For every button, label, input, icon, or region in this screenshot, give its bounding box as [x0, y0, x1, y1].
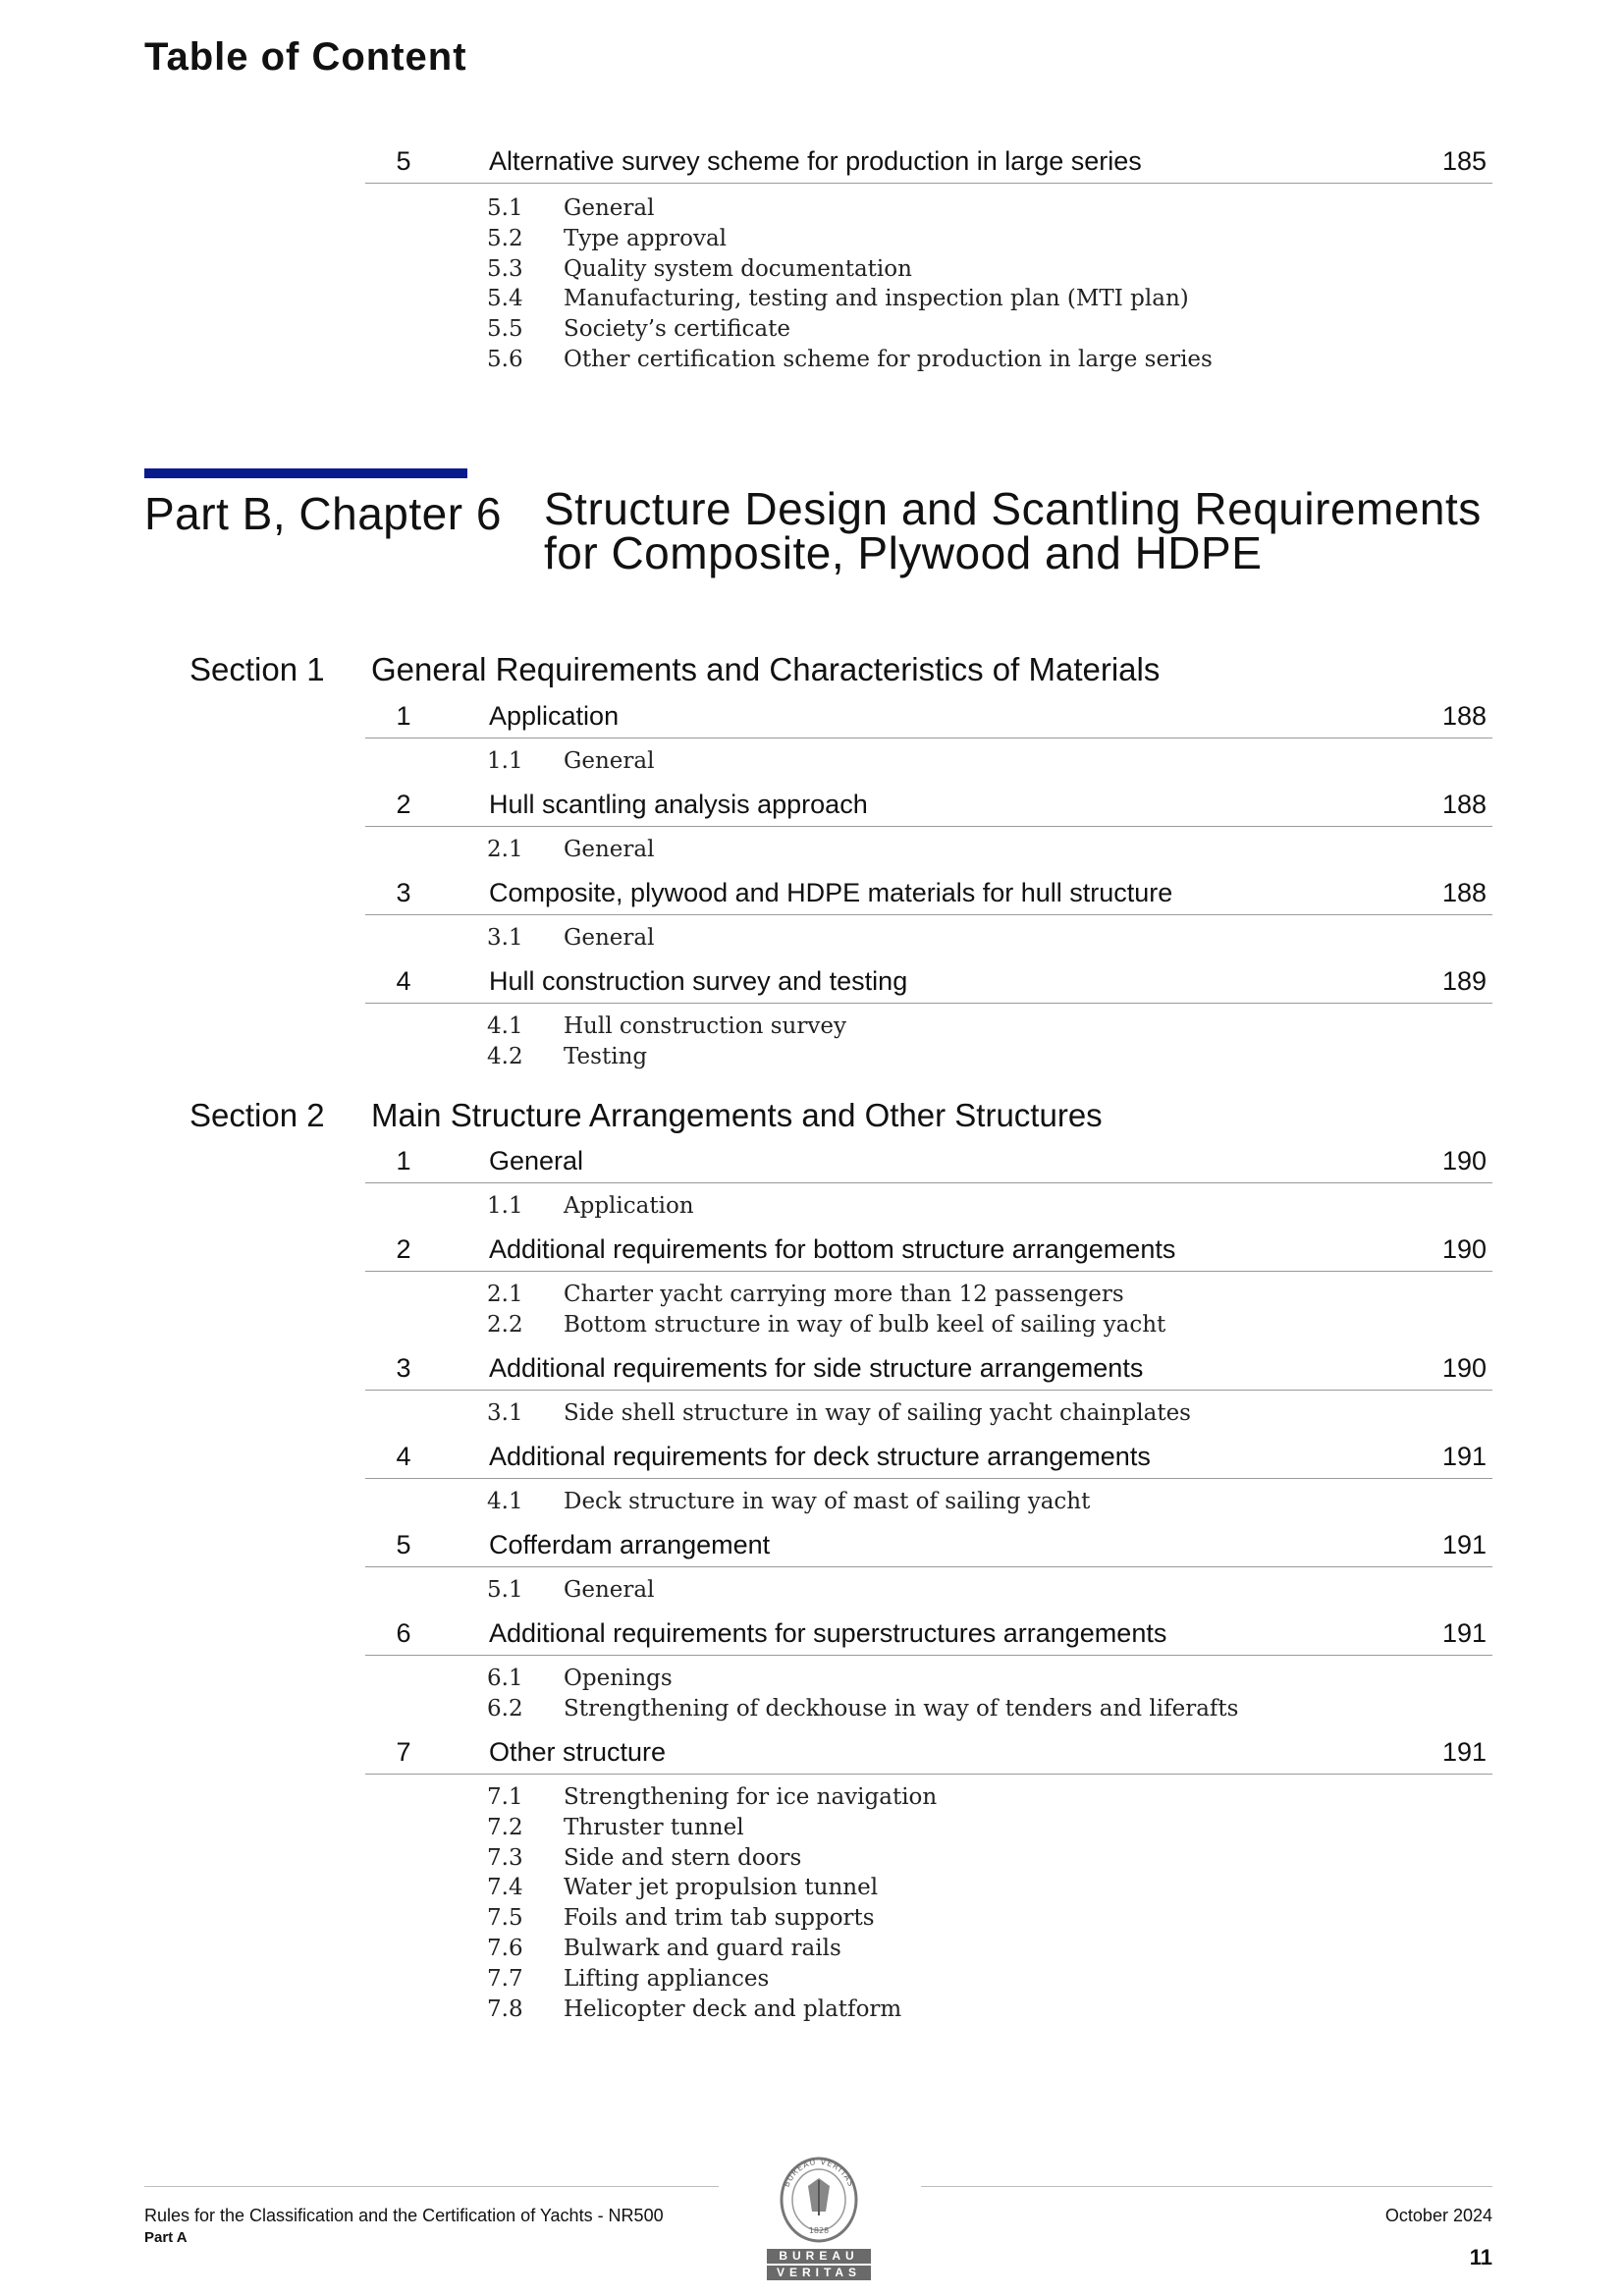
subsection-list [487, 1664, 1238, 1724]
subsection-item[interactable]: 5.5 Society’s certificate [487, 316, 790, 343]
article-title: Alternative survey scheme for production in large series [489, 146, 1142, 176]
toc-article[interactable] [365, 1734, 1492, 1775]
toc-article[interactable] [365, 1143, 1492, 1183]
article-title: Additional requirements for bottom structure arrangements [489, 1234, 1176, 1264]
article-page-number: 188 [1441, 701, 1487, 731]
article-page-number: 188 [1441, 878, 1487, 907]
article-page-number: 191 [1441, 1442, 1487, 1471]
svg-text:BUREAU VERITAS: BUREAU VERITAS [782, 2157, 856, 2189]
subsection-list [487, 1575, 654, 1606]
subsection-item[interactable]: 7.6 Bulwark and guard rails [487, 1935, 841, 1961]
subsection-item[interactable]: 7.1 Strengthening for ice navigation [487, 1784, 938, 1810]
logo-box-bottom: VERITAS [767, 2266, 871, 2280]
subsection-item[interactable]: 4.1 Deck structure in way of mast of sailing yacht [487, 1489, 1091, 1514]
toc-article[interactable] [365, 1527, 1492, 1567]
article-number: 1 [396, 701, 411, 731]
subsection-item[interactable]: 7.5 Foils and trim tab supports [487, 1905, 875, 1932]
subsection-item[interactable]: 7.3 Side and stern doors [487, 1844, 802, 1871]
subsection-item[interactable]: 4.2 Testing [487, 1043, 648, 1069]
subsection-item[interactable]: 2.1 General [487, 837, 655, 862]
toc-article[interactable] [365, 698, 1492, 738]
toc-article[interactable] [365, 143, 1492, 184]
subsection-item[interactable]: 5.6 Other certification scheme for production in large series [487, 346, 1213, 372]
article-number: 4 [396, 1442, 411, 1471]
toc-article[interactable] [365, 875, 1492, 915]
article-page-number: 191 [1441, 1618, 1487, 1648]
subsection-item[interactable]: 3.1 General [487, 925, 655, 951]
subsection-list [487, 1487, 1090, 1517]
subsection-list [487, 1398, 1191, 1429]
page-number: 11 [1469, 2245, 1492, 2269]
subsection-list [487, 1280, 1165, 1340]
subsection-item[interactable]: 3.1 Side shell structure in way of sailing yacht chainplates [487, 1400, 1191, 1426]
subsection-item[interactable]: 7.7 Lifting appliances [487, 1965, 770, 1992]
article-title: Other structure [489, 1737, 667, 1767]
article-number: 2 [396, 790, 411, 819]
subsection-item[interactable]: 1.1 General [487, 748, 655, 774]
article-number: 6 [396, 1618, 411, 1648]
subsection-list [487, 746, 654, 777]
subsection-list [487, 1011, 846, 1072]
article-title: Hull construction survey and testing [489, 966, 908, 996]
article-page-number: 190 [1441, 1353, 1487, 1383]
subsection-item[interactable]: 2.1 Charter yacht carrying more than 12 passengers [487, 1282, 1124, 1307]
article-title: General [489, 1146, 584, 1175]
toc-article[interactable] [365, 787, 1492, 827]
subsection-list [487, 1782, 937, 2024]
article-page-number: 185 [1441, 146, 1487, 176]
article-number: 3 [396, 1353, 411, 1383]
article-number: 2 [396, 1234, 411, 1264]
article-number: 5 [396, 1530, 411, 1559]
footer-part: Part A [144, 2229, 188, 2246]
subsection-item[interactable]: 5.2 Type approval [487, 225, 728, 251]
chapter-title: Structure Design and Scantling Requirements for Composite, Plywood and HDPE [544, 483, 1482, 578]
subsection-item[interactable]: 6.1 Openings [487, 1666, 673, 1691]
section-label: Section 2 [189, 1097, 325, 1133]
article-page-number: 189 [1441, 966, 1487, 996]
subsection-item[interactable]: 2.2 Bottom structure in way of bulb keel of sailing yacht [487, 1311, 1166, 1338]
article-title: Application [489, 701, 620, 731]
subsection-item[interactable]: 1.1 Application [487, 1193, 694, 1219]
chapter-accent-bar [144, 468, 467, 478]
subsection-item[interactable]: 6.2 Strengthening of deckhouse in way of tenders and liferafts [487, 1695, 1239, 1722]
footer-rule-right [921, 2186, 1492, 2187]
footer-date: October 2024 [1384, 2206, 1492, 2225]
article-page-number: 191 [1441, 1530, 1487, 1559]
footer-document-title: Rules for the Classification and the Certification of Yachts - NR500 [144, 2206, 664, 2225]
article-title: Composite, plywood and HDPE materials for hull structure [489, 878, 1173, 907]
article-number: 3 [396, 878, 411, 907]
article-page-number: 191 [1441, 1737, 1487, 1767]
toc-article[interactable] [365, 1350, 1492, 1391]
section-label: Section 1 [189, 651, 325, 687]
toc-article[interactable] [365, 963, 1492, 1004]
chapter-label: Part B, Chapter 6 [144, 488, 502, 539]
article-title: Additional requirements for superstructures arrangements [489, 1618, 1167, 1648]
article-page-number: 190 [1441, 1146, 1487, 1175]
article-page-number: 188 [1441, 790, 1487, 819]
article-title: Cofferdam arrangement [489, 1530, 771, 1559]
subsection-item[interactable]: 5.3 Quality system documentation [487, 255, 912, 282]
footer-rule-left [144, 2186, 719, 2187]
subsection-list [487, 923, 654, 954]
logo-seal-icon [767, 2151, 871, 2245]
page-title: Table of Content [144, 35, 467, 79]
article-page-number: 190 [1441, 1234, 1487, 1264]
subsection-item[interactable]: 7.2 Thruster tunnel [487, 1814, 744, 1840]
subsection-item[interactable]: 5.1 General [487, 1577, 655, 1603]
section-title[interactable]: Main Structure Arrangements and Other Structures [371, 1097, 1103, 1133]
subsection-item[interactable]: 7.4 Water jet propulsion tunnel [487, 1875, 879, 1901]
article-number: 5 [396, 146, 411, 176]
subsection-item[interactable]: 5.1 General [487, 195, 655, 221]
subsection-item[interactable]: 5.4 Manufacturing, testing and inspection plan (MTI plan) [487, 286, 1189, 312]
article-title: Additional requirements for side structure arrangements [489, 1353, 1144, 1383]
bureau-veritas-logo [767, 2151, 871, 2280]
subsection-list [487, 1191, 694, 1222]
article-title: Hull scantling analysis approach [489, 790, 868, 819]
subsection-item[interactable]: 4.1 Hull construction survey [487, 1013, 846, 1039]
toc-article[interactable] [365, 1439, 1492, 1479]
subsection-list [487, 835, 654, 865]
logo-box-top: BUREAU [767, 2249, 871, 2264]
article-number: 7 [396, 1737, 411, 1767]
subsection-list [487, 193, 1213, 375]
subsection-item[interactable]: 7.8 Helicopter deck and platform [487, 1995, 902, 2022]
toc-article[interactable] [365, 1231, 1492, 1272]
svg-text:1828: 1828 [808, 2226, 830, 2235]
article-number: 4 [396, 966, 411, 996]
article-title: Additional requirements for deck structure arrangements [489, 1442, 1151, 1471]
toc-article[interactable] [365, 1615, 1492, 1656]
article-number: 1 [396, 1146, 411, 1175]
section-title[interactable]: General Requirements and Characteristics of Materials [371, 651, 1161, 687]
